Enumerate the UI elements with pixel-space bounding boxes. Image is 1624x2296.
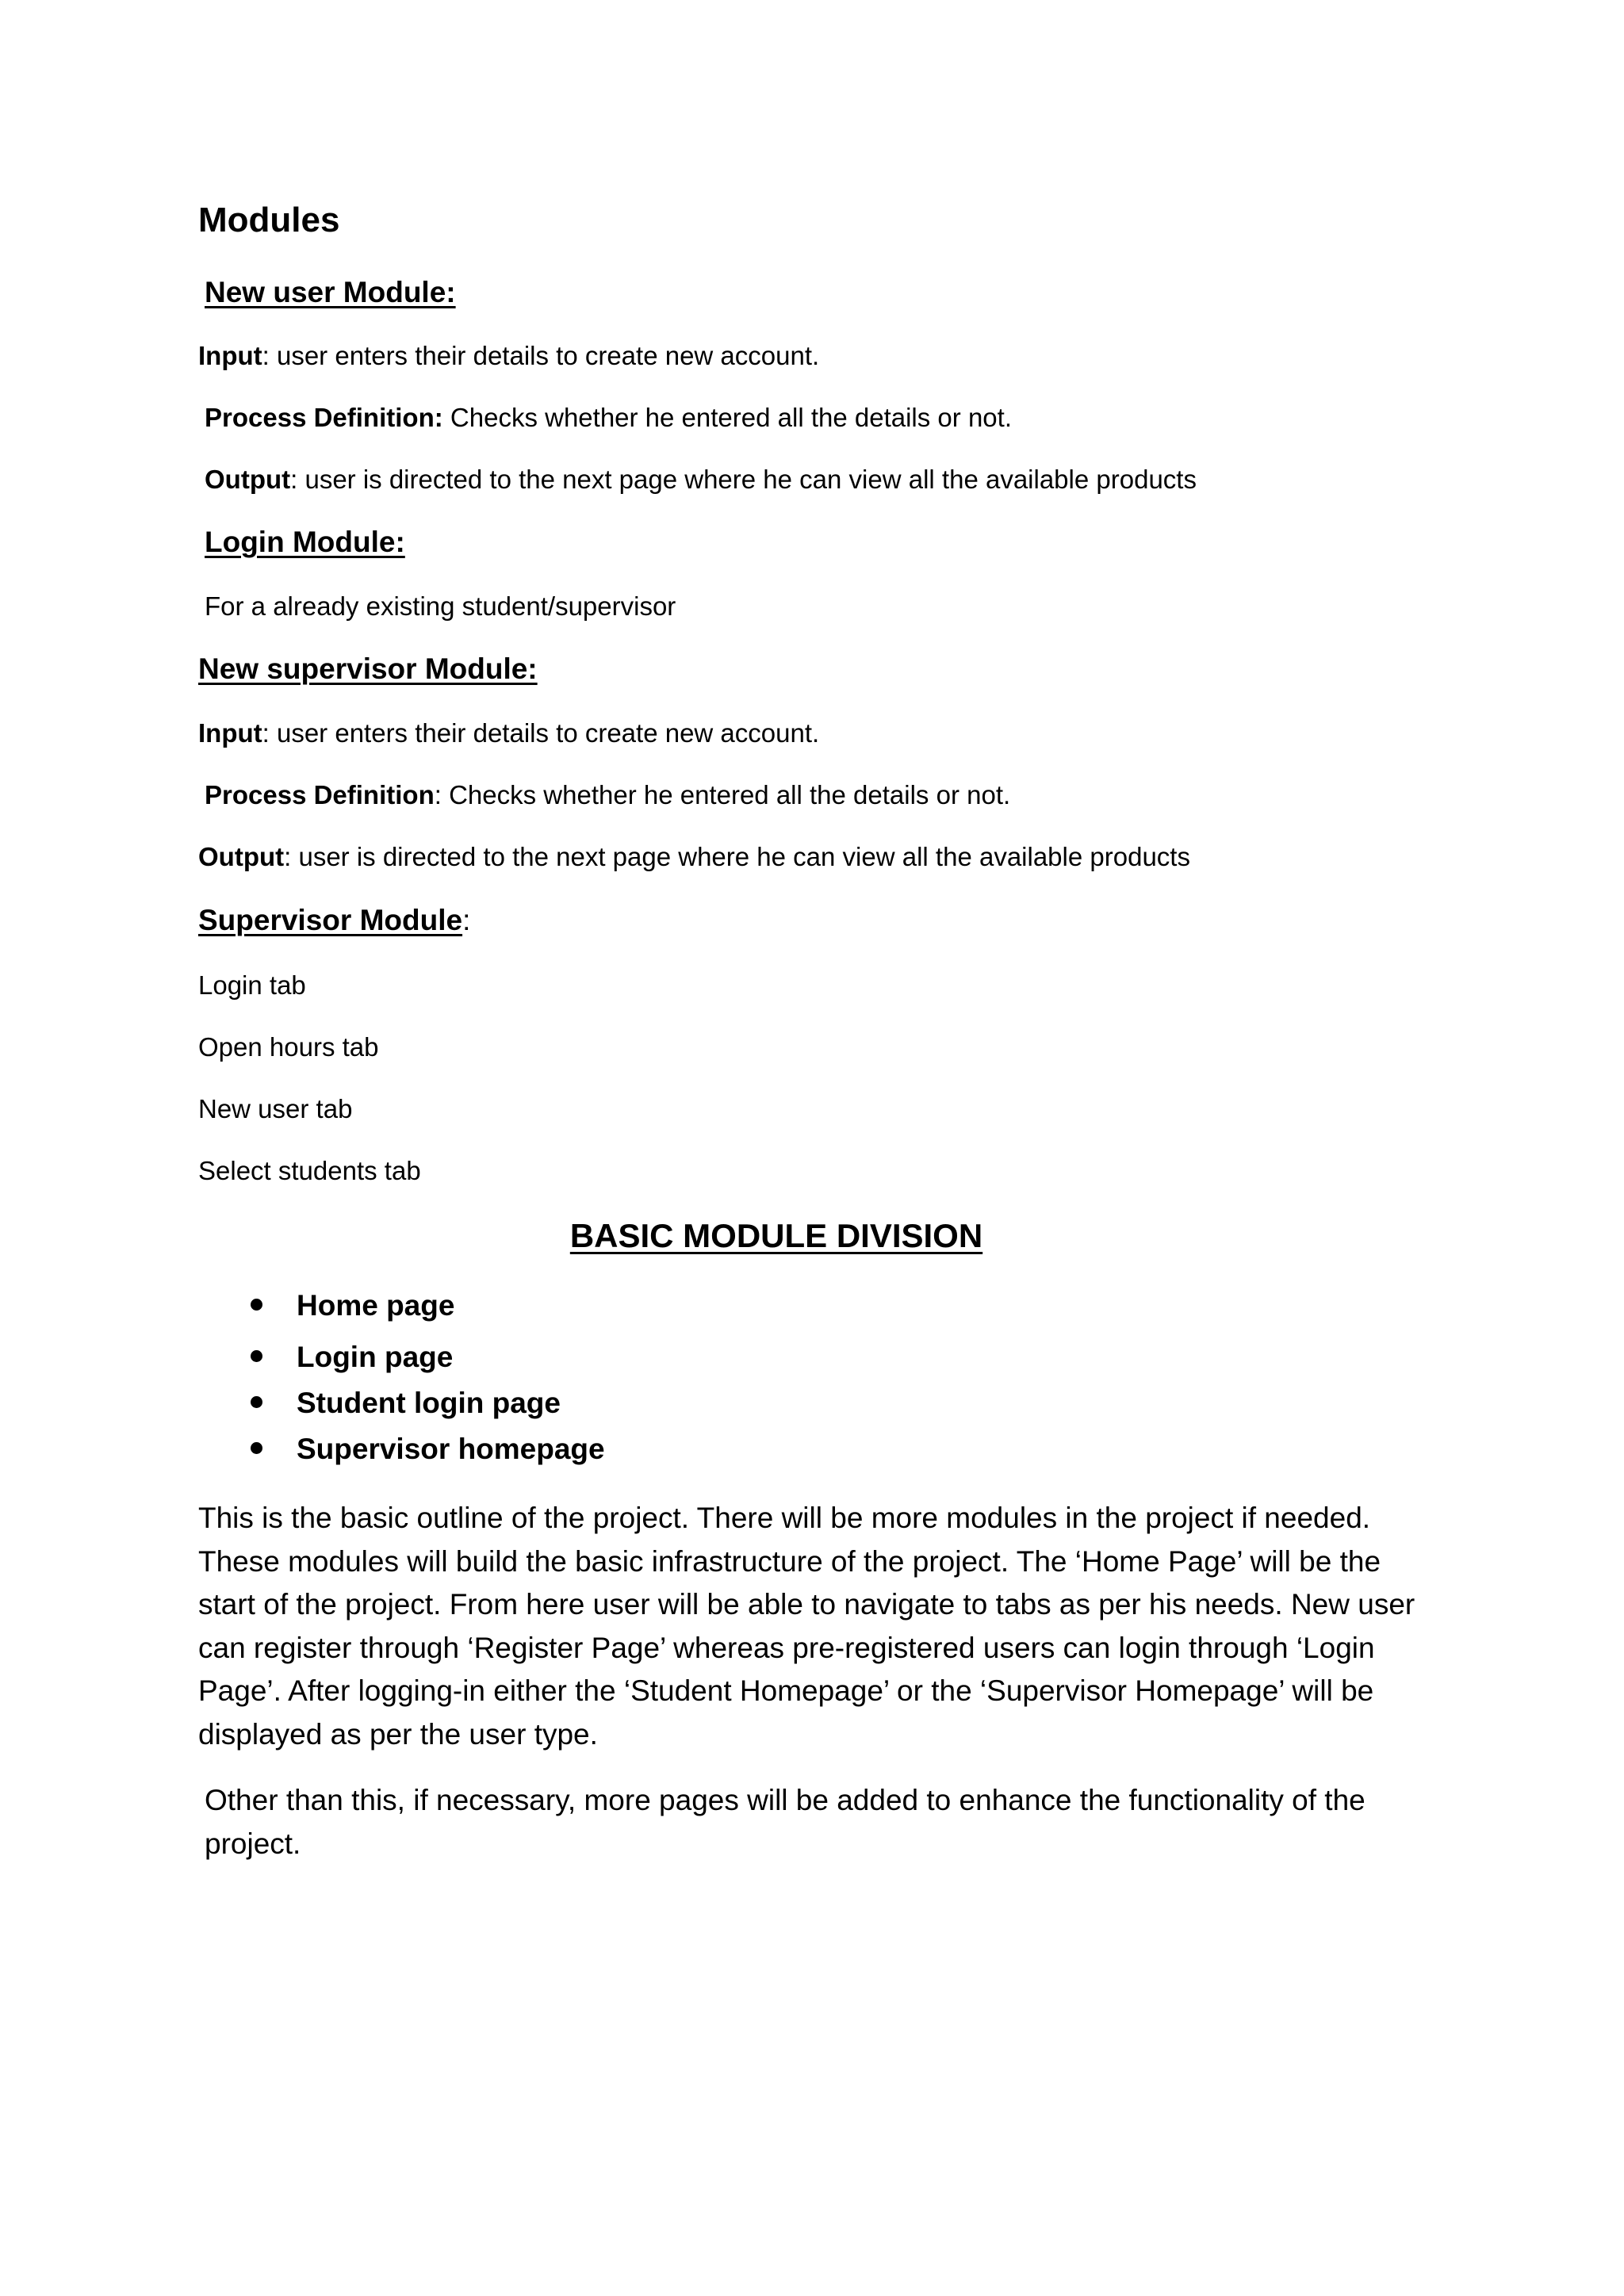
new-supervisor-process-text: : Checks whether he entered all the details or not.: [434, 780, 1011, 809]
bullet-icon: [251, 1299, 262, 1311]
login-module-text: For a already existing student/supervisor: [205, 591, 676, 621]
new-supervisor-output-text: : user is directed to the next page where he can view all the available products: [284, 842, 1190, 871]
new-supervisor-input-label: Input: [198, 718, 262, 748]
new-user-module-heading: New user Module:: [205, 276, 456, 308]
list-item: Home page: [251, 1291, 605, 1320]
supervisor-module-colon: :: [462, 904, 471, 936]
new-supervisor-input-text: : user enters their details to create new account.: [262, 718, 820, 748]
supervisor-tab-login: Login tab: [198, 970, 306, 1000]
module-division-list: [251, 1291, 605, 1464]
new-user-input-text: : user enters their details to create new account.: [262, 341, 820, 370]
new-user-process-line: [205, 404, 1012, 430]
new-user-output-text: : user is directed to the next page where he can view all the available products: [290, 465, 1197, 494]
new-supervisor-output-line: [198, 844, 1190, 870]
new-supervisor-output-label: Output: [198, 842, 285, 871]
new-user-process-text: Checks whether he entered all the details or not.: [442, 403, 1012, 432]
new-supervisor-process-line: [205, 782, 1010, 808]
list-item: Login page: [251, 1342, 605, 1372]
page-title: Modules: [198, 201, 340, 239]
supervisor-module-heading: Supervisor Module: [198, 904, 463, 936]
list-item: Student login page: [251, 1388, 605, 1418]
new-user-output-label: Output: [205, 465, 291, 494]
new-supervisor-module-heading: New supervisor Module:: [198, 652, 538, 685]
new-supervisor-input-line: [198, 720, 819, 746]
new-user-input-line: [198, 342, 819, 369]
new-user-output-line: [205, 466, 1197, 492]
login-module-heading: Login Module:: [205, 526, 405, 558]
list-item: Supervisor homepage: [251, 1434, 605, 1464]
new-user-input-label: Input: [198, 341, 262, 370]
new-supervisor-process-label: Process Definition: [205, 780, 435, 809]
new-user-process-label: Process Definition:: [205, 403, 443, 432]
supervisor-tab-open-hours: Open hours tab: [198, 1032, 379, 1062]
bullet-icon: [251, 1442, 262, 1454]
bullet-icon: [251, 1396, 262, 1408]
supervisor-module-heading-line: [198, 905, 470, 935]
outline-paragraph: This is the basic outline of the project. There will be more modules in the project if needed. These modules will build the basic infrastructure of the project. The ‘Home Page’ will be the start of the project. From here user will be able to navigate to tabs as per his needs. New user can register through ‘Register Page’ whereas pre-registered users can login through ‘Login Page’. After logging-in either the ‘Student Homepage’ or the ‘Supervisor Homepage’ will be displayed as per the user type.: [198, 1502, 1415, 1751]
supervisor-tab-new-user: New user tab: [198, 1094, 353, 1123]
supervisor-tab-select-students: Select students tab: [198, 1156, 421, 1185]
bullet-icon: [251, 1350, 262, 1362]
closing-paragraph: Other than this, if necessary, more pages will be added to enhance the functionality of the project.: [205, 1784, 1365, 1860]
basic-module-division-heading: BASIC MODULE DIVISION: [569, 1217, 983, 1254]
